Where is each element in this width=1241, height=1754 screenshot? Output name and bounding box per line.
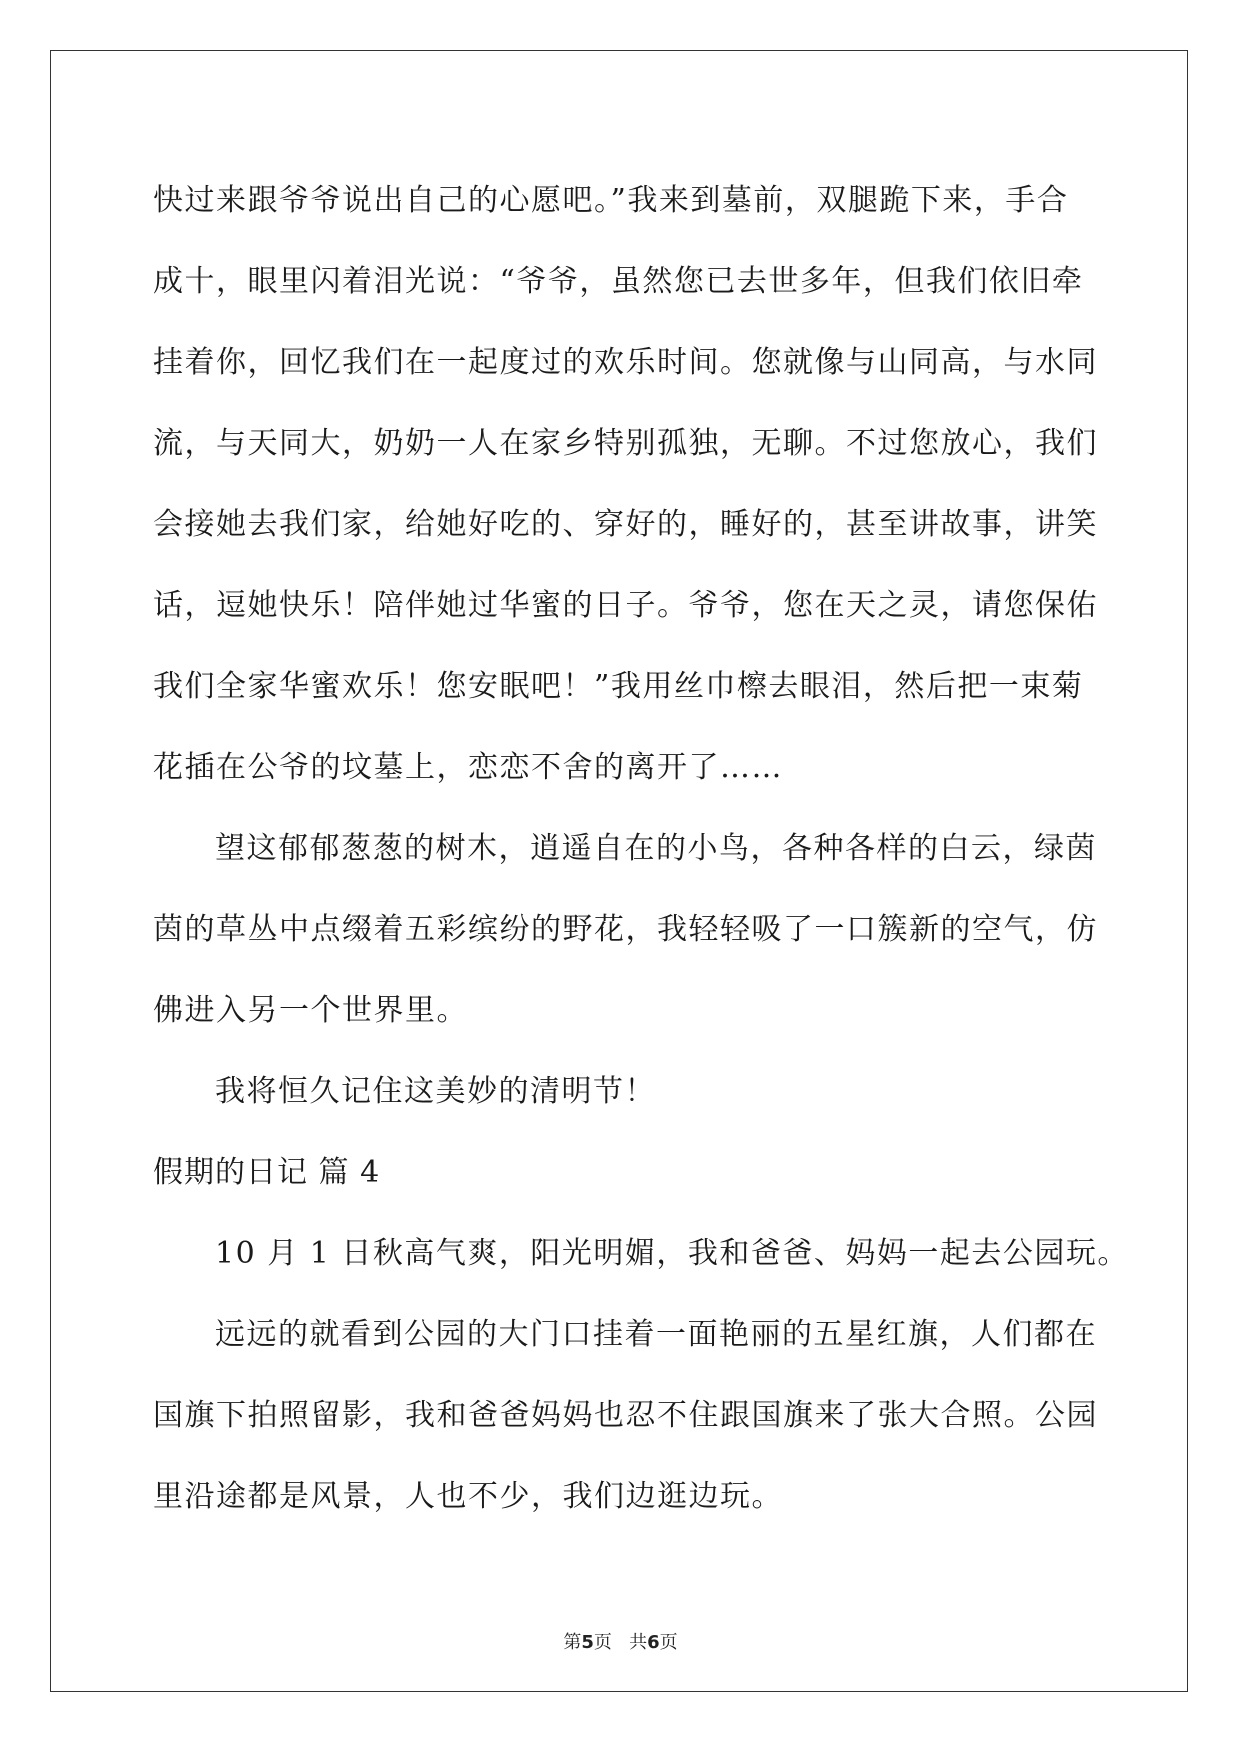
current-page-number: 5 xyxy=(581,1632,594,1653)
footer-suffix: 页 xyxy=(659,1632,678,1653)
text-line: 茵的草丛中点缀着五彩缤纷的野花，我轻轻吸了一口簇新的空气，仿 xyxy=(153,912,1098,947)
section-heading: 假期的日记 篇 4 xyxy=(153,1155,381,1190)
text-line: 成十，眼里闪着泪光说：“爷爷，虽然您已去世多年，但我们依旧牵 xyxy=(153,264,1084,299)
page-footer xyxy=(0,1628,1241,1654)
text-line: 会接她去我们家，给她好吃的、穿好的，睡好的，甚至讲故事，讲笑 xyxy=(153,507,1098,542)
text-line: 佛进入另一个世界里。 xyxy=(153,993,468,1028)
document-body xyxy=(153,160,1129,1537)
paragraph-start-line: 望这郁郁葱葱的树木，逍遥自在的小鸟，各种各样的白云，绿茵 xyxy=(215,831,1097,866)
text-line: 我们全家华蜜欢乐！您安眠吧！”我用丝巾檫去眼泪，然后把一束菊 xyxy=(153,669,1084,704)
paragraph-start-line: 远远的就看到公园的大门口挂着一面艳丽的五星红旗，人们都在 xyxy=(215,1317,1097,1352)
paragraph-start-line: 我将恒久记住这美妙的清明节！ xyxy=(215,1074,656,1109)
text-line: 挂着你，回忆我们在一起度过的欢乐时间。您就像与山同高，与水同 xyxy=(153,345,1098,380)
text-line: 快过来跟爷爷说出自己的心愿吧。”我来到墓前，双腿跪下来，手合 xyxy=(153,183,1069,218)
text-line: 花插在公爷的坟墓上，恋恋不舍的离开了…… xyxy=(153,750,783,785)
text-line: 里沿途都是风景，人也不少，我们边逛边玩。 xyxy=(153,1479,783,1514)
paragraph-start-line: 10 月 1 日秋高气爽，阳光明媚，我和爸爸、妈妈一起去公园玩。 xyxy=(215,1236,1129,1271)
text-line: 国旗下拍照留影，我和爸爸妈妈也忍不住跟国旗来了张大合照。公园 xyxy=(153,1398,1098,1433)
text-line: 流，与天同大，奶奶一人在家乡特别孤独，无聊。不过您放心，我们 xyxy=(153,426,1098,461)
total-page-number: 6 xyxy=(647,1632,660,1653)
text-line: 话，逗她快乐！陪伴她过华蜜的日子。爷爷，您在天之灵，请您保佑 xyxy=(153,588,1098,623)
footer-middle: 页 共 xyxy=(593,1632,648,1653)
footer-prefix: 第 xyxy=(563,1632,582,1653)
